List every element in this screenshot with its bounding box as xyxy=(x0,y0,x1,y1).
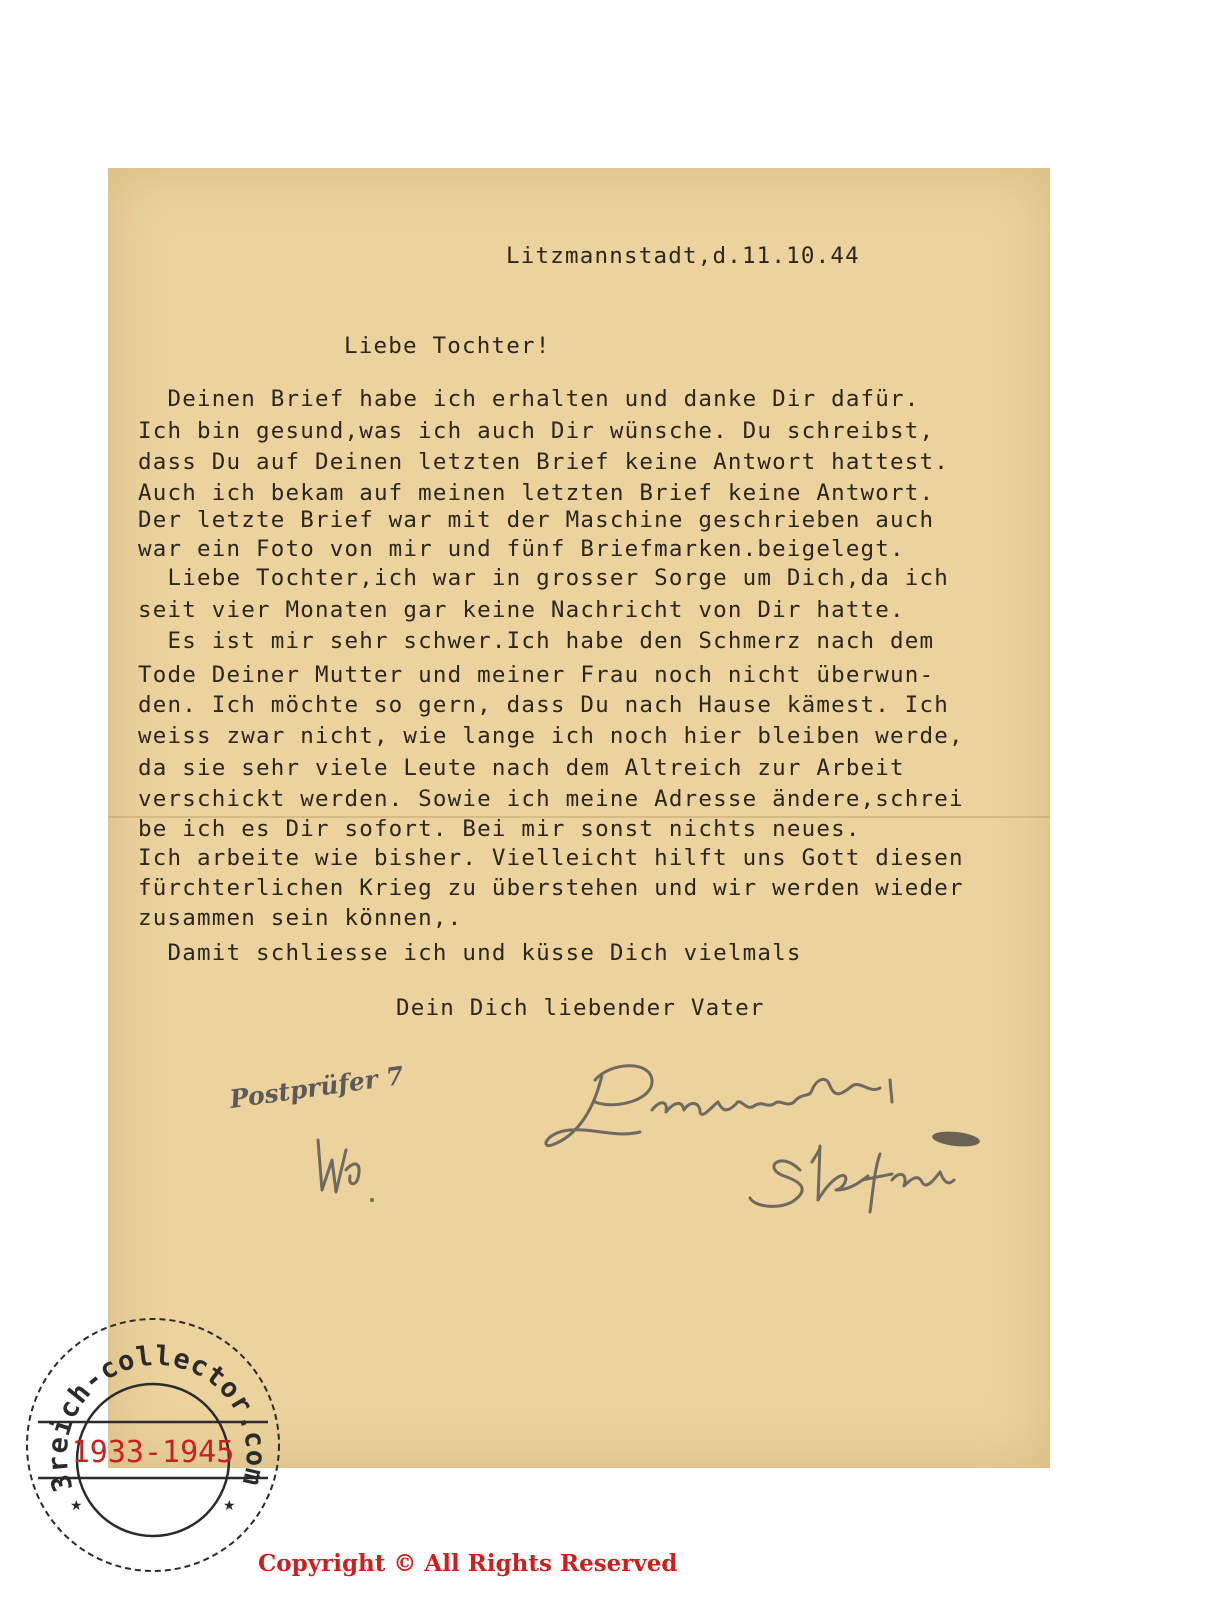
body-line: Deinen Brief habe ich erhalten und danke Dir dafür. xyxy=(138,386,920,412)
censor-initials xyxy=(310,1120,380,1210)
body-line: Liebe Tochter,ich war in grosser Sorge um Dich,da ich xyxy=(138,565,950,591)
watermark-url: 3reich-collector.com xyxy=(42,1340,271,1496)
body-line: den. Ich möchte so gern, dass Du nach Hause kämest. Ich xyxy=(138,692,950,718)
body-line: verschickt werden. Sowie ich meine Adresse ändere,schrei xyxy=(138,786,964,812)
body-line: Es ist mir sehr schwer.Ich habe den Schmerz nach dem xyxy=(138,628,935,654)
copyright-notice: Copyright © All Rights Reserved xyxy=(258,1550,678,1577)
watermark-years: 1933-1945 xyxy=(71,1435,235,1470)
body-line: Tode Deiner Mutter und meiner Frau noch nicht überwun- xyxy=(138,662,935,688)
letter-closing: Dein Dich liebender Vater xyxy=(396,995,765,1021)
censor-stamp: Postprüfer 7 xyxy=(227,1060,406,1114)
body-line: fürchterlichen Krieg zu überstehen und wir werden wieder xyxy=(138,875,964,901)
body-line: dass Du auf Deinen letzten Brief keine Antwort hattest. xyxy=(138,449,950,475)
body-line: be ich es Dir sofort. Bei mir sonst nichts neues. xyxy=(138,816,861,842)
body-line: weiss zwar nicht, wie lange ich noch hier bleiben werde, xyxy=(138,723,964,749)
body-line: Ich bin gesund,was ich auch Dir wünsche. Du schreibst, xyxy=(138,418,935,444)
body-line: war ein Foto von mir und fünf Briefmarken.beigelegt. xyxy=(138,536,905,562)
svg-text:★: ★ xyxy=(70,1498,83,1514)
body-line: da sie sehr viele Leute nach dem Altreich zur Arbeit xyxy=(138,755,905,781)
body-line: Damit schliesse ich und küsse Dich vielmals xyxy=(138,940,802,966)
body-line: seit vier Monaten gar keine Nachricht von Dir hatte. xyxy=(138,597,905,623)
body-line: zusammen sein können,. xyxy=(138,905,463,931)
collector-watermark-stamp xyxy=(18,1310,288,1584)
ink-smudge xyxy=(928,1125,984,1153)
letter-place-date: Litzmannstadt,d.11.10.44 xyxy=(506,243,860,269)
body-line: Der letzte Brief war mit der Maschine geschrieben auch xyxy=(138,507,935,533)
body-line: Ich arbeite wie bisher. Vielleicht hilft uns Gott diesen xyxy=(138,845,964,871)
body-line: Auch ich bekam auf meinen letzten Brief keine Antwort. xyxy=(138,480,935,506)
letter-salutation: Liebe Tochter! xyxy=(344,333,551,359)
svg-text:★: ★ xyxy=(223,1498,236,1514)
